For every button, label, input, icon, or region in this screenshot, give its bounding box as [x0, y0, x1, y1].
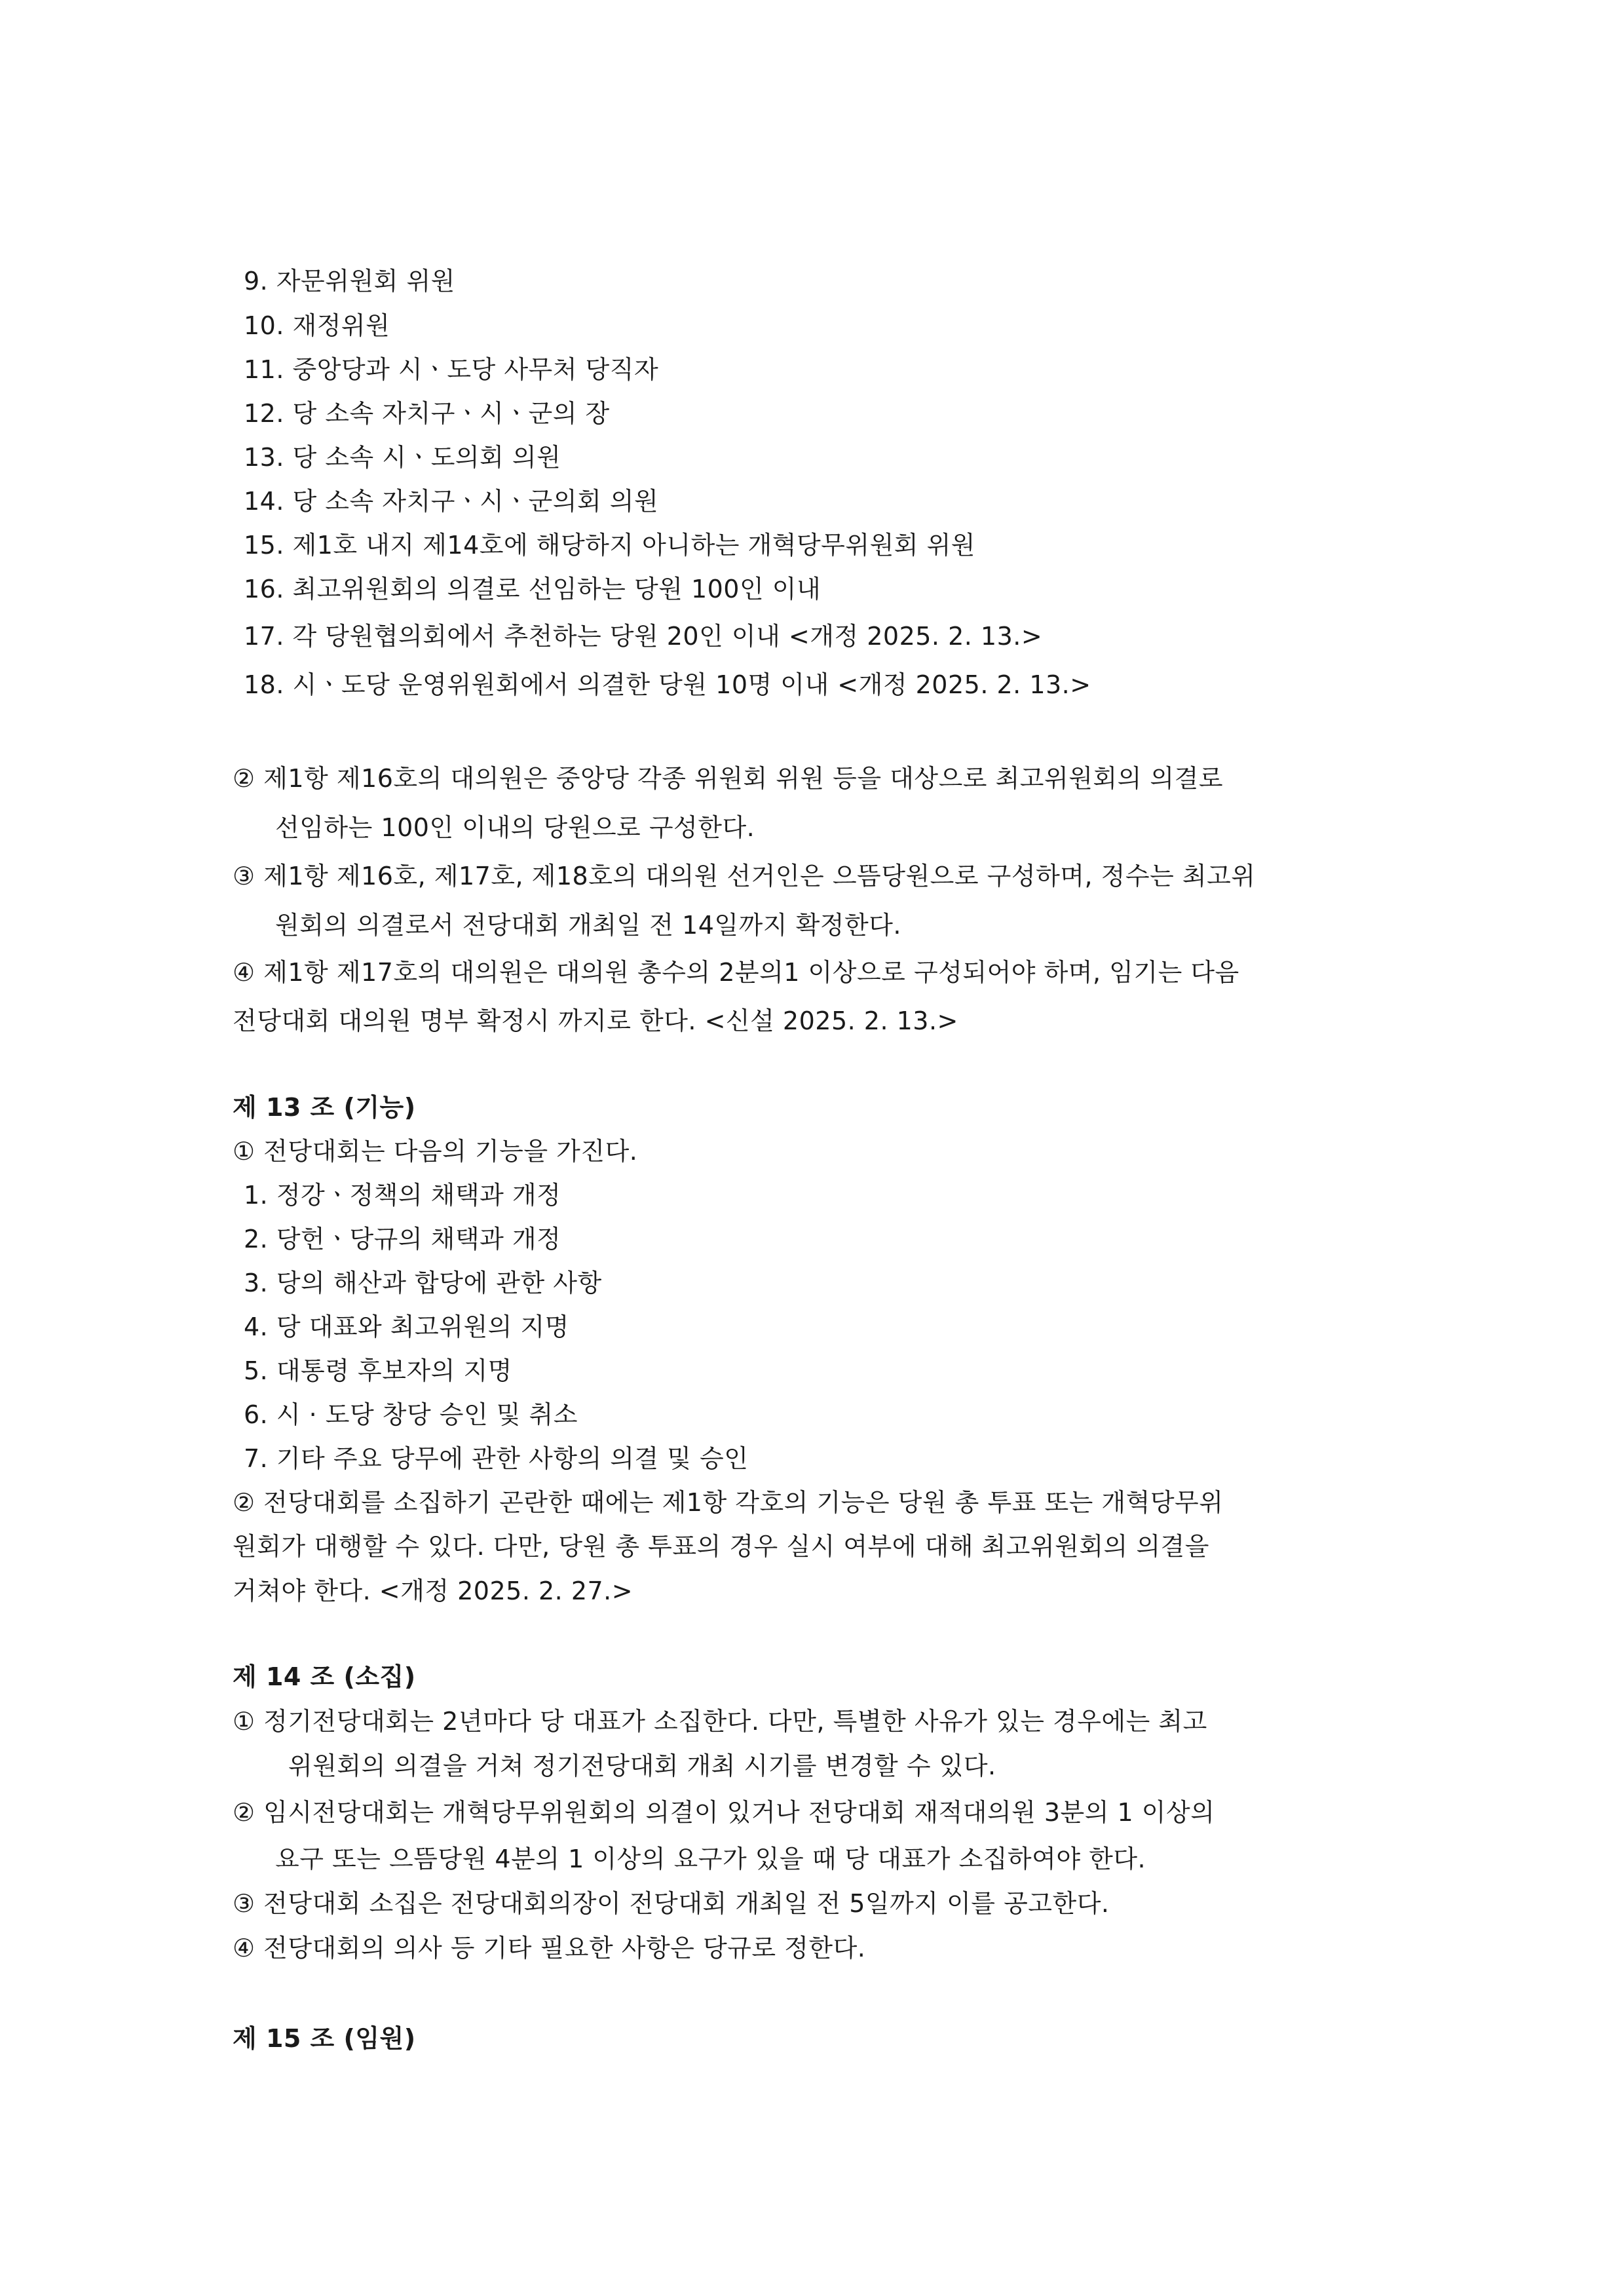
article13-item-3: 3. 당의 해산과 합당에 관한 사항: [244, 1269, 602, 1297]
article13-item-4: 4. 당 대표와 최고위원의 지명: [244, 1312, 569, 1341]
article13-para2-line2: 원회가 대행할 수 있다. 다만, 당원 총 투표의 경우 실시 여부에 대해 최고위원회의 의결을: [233, 1532, 1209, 1561]
list-item-18: 18. 시ㆍ도당 운영위원회에서 의결한 당원 10명 이내 <개정 2025. 2. 13.>: [244, 670, 1091, 699]
article14-para2-line2: 요구 또는 으뜸당원 4분의 1 이상의 요구가 있을 때 당 대표가 소집하여야 한다.: [275, 1845, 1146, 1873]
list-item-14: 14. 당 소속 자치구ㆍ시ㆍ군의회 의원: [244, 487, 659, 516]
list-item-16: 16. 최고위원회의 의결로 선임하는 당원 100인 이내: [244, 575, 821, 603]
article13-para1: ① 전당대회는 다음의 기능을 가진다.: [233, 1137, 638, 1166]
article12-para2-line1: ② 제1항 제16호의 대의원은 중앙당 각종 위원회 위원 등을 대상으로 최고위원회의 의결로: [233, 764, 1224, 793]
list-item-11: 11. 중앙당과 시ㆍ도당 사무처 당직자: [244, 355, 659, 384]
article13-item-1: 1. 정강ㆍ정책의 채택과 개정: [244, 1181, 561, 1210]
article13-item-5: 5. 대통령 후보자의 지명: [244, 1356, 512, 1385]
article15-heading: 제 15 조 (임원): [233, 2024, 416, 2053]
article12-para3-line2: 원회의 의결로서 전당대회 개최일 전 14일까지 확정한다.: [275, 911, 901, 940]
list-item-9: 9. 자문위원회 위원: [244, 267, 455, 296]
article12-para2-line2: 선임하는 100인 이내의 당원으로 구성한다.: [275, 813, 755, 842]
article13-item-7: 7. 기타 주요 당무에 관한 사항의 의결 및 승인: [244, 1444, 749, 1473]
article12-para4-line2: 전당대회 대의원 명부 확정시 까지로 한다. <신설 2025. 2. 13.>: [233, 1006, 958, 1035]
article14-heading: 제 14 조 (소집): [233, 1662, 416, 1691]
article12-para4-line1: ④ 제1항 제17호의 대의원은 대의원 총수의 2분의1 이상으로 구성되어야 하며, 임기는 다음: [233, 958, 1239, 987]
article13-item-6: 6. 시 · 도당 창당 승인 및 취소: [244, 1400, 578, 1429]
list-item-13: 13. 당 소속 시ㆍ도의회 의원: [244, 443, 561, 472]
list-item-15: 15. 제1호 내지 제14호에 해당하지 아니하는 개혁당무위원회 위원: [244, 531, 976, 560]
article13-para2-line3: 거쳐야 한다. <개정 2025. 2. 27.>: [233, 1577, 633, 1605]
article14-para1-line1: ① 정기전당대회는 2년마다 당 대표가 소집한다. 다만, 특별한 사유가 있는 경우에는 최고: [233, 1707, 1207, 1736]
article14-para4: ④ 전당대회의 의사 등 기타 필요한 사항은 당규로 정한다.: [233, 1934, 866, 1962]
article12-para3-line1: ③ 제1항 제16호, 제17호, 제18호의 대의원 선거인은 으뜸당원으로 구성하며, 정수는 최고위: [233, 862, 1256, 890]
article13-heading: 제 13 조 (기능): [233, 1093, 416, 1122]
article14-para1-line2: 위원회의 의결을 거쳐 정기전당대회 개최 시기를 변경할 수 있다.: [288, 1751, 996, 1780]
article14-para3: ③ 전당대회 소집은 전당대회의장이 전당대회 개최일 전 5일까지 이를 공고한다.: [233, 1889, 1110, 1918]
list-item-12: 12. 당 소속 자치구ㆍ시ㆍ군의 장: [244, 399, 610, 428]
list-item-10: 10. 재정위원: [244, 311, 390, 340]
list-item-17: 17. 각 당원협의회에서 추천하는 당원 20인 이내 <개정 2025. 2. 13.>: [244, 622, 1043, 651]
article13-para2-line1: ② 전당대회를 소집하기 곤란한 때에는 제1항 각호의 기능은 당원 총 투표 또는 개혁당무위: [233, 1488, 1224, 1517]
article14-para2-line1: ② 임시전당대회는 개혁당무위원회의 의결이 있거나 전당대회 재적대의원 3분의 1 이상의: [233, 1798, 1215, 1827]
article13-item-2: 2. 당헌ㆍ당규의 채택과 개정: [244, 1225, 561, 1253]
